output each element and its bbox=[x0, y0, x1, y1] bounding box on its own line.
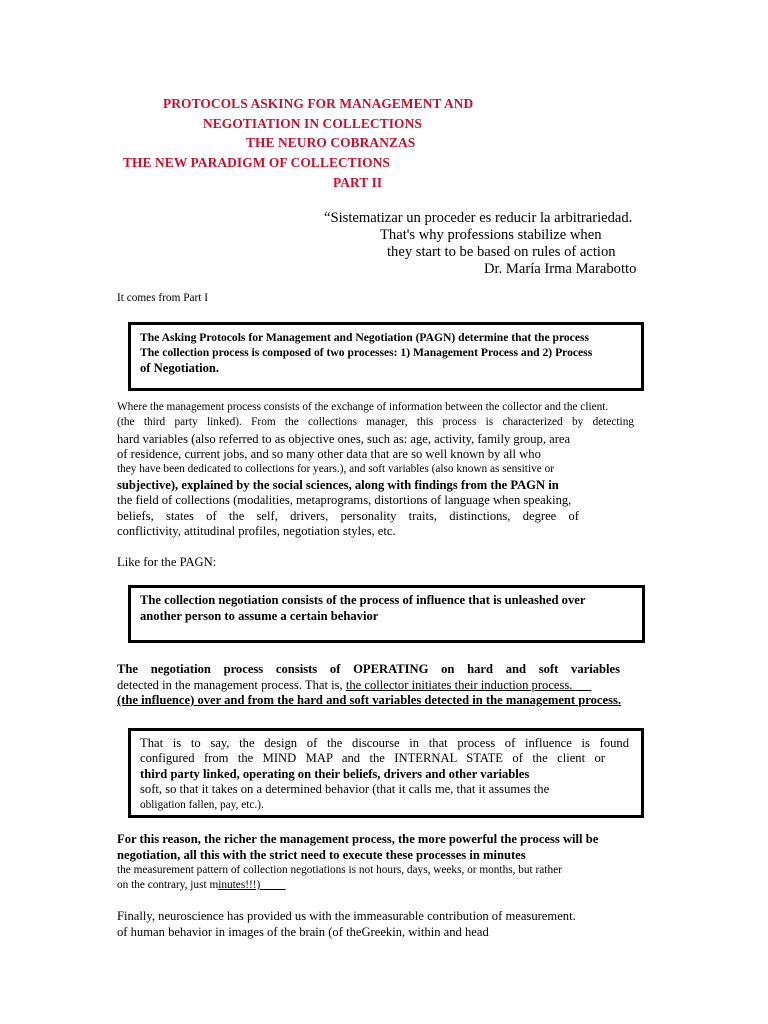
box3-line-1: That is to say, the design of the discourse in that process of influence is found bbox=[140, 736, 629, 750]
title-line-3: THE NEURO COBRANZAS bbox=[246, 135, 416, 150]
box1-line-3: of Negotiation. bbox=[140, 361, 220, 375]
quote-line-3: they start to be based on rules of action bbox=[387, 244, 616, 260]
para3-line-1: For this reason, the richer the management process, the more powerful the process will be bbox=[117, 832, 599, 846]
para3-line-2: negotiation, all this with the strict need to execute these processes in minutes bbox=[117, 848, 526, 862]
para1-line-8: beliefs, states of the self, drivers, personality traits, distinctions, degree of bbox=[117, 509, 579, 523]
box3-line-5: obligation fallen, pay, etc.). bbox=[140, 799, 264, 811]
para2-line-2b: the collector initiates their induction process. bbox=[345, 678, 592, 692]
para2-line-1: The negotiation process consists of OPERATING on hard and soft variables bbox=[117, 662, 620, 676]
box2-line-2: another person to assume a certain behavior bbox=[140, 609, 379, 623]
quote-author: Dr. María Irma Marabotto bbox=[484, 261, 637, 277]
box3-line-3: third party linked, operating on their beliefs, drivers and other variables bbox=[140, 767, 530, 781]
para1-line-6: subjective), explained by the social sciences, along with findings from the PAGN in bbox=[117, 478, 559, 492]
para2-line-2a: detected in the management process. That is, bbox=[117, 678, 346, 692]
title-line-1: PROTOCOLS ASKING FOR MANAGEMENT AND bbox=[163, 96, 474, 111]
para4-line-2: of human behavior in images of the brain (of theGreekin, within and head bbox=[117, 925, 489, 939]
box3-line-2: configured from the MIND MAP and the INTERNAL STATE of the client or bbox=[140, 751, 605, 765]
para1-line-2: (the third party linked). From the collections manager, this process is characterized by detecting bbox=[117, 416, 634, 428]
para1-line-9: conflictivity, attitudinal profiles, negotiation styles, etc. bbox=[117, 524, 396, 538]
para3-line-3: the measurement pattern of collection negotiations is not hours, days, weeks, or months, but rather bbox=[117, 864, 562, 876]
para1-line-7: the field of collections (modalities, metaprograms, distortions of language when speaking, bbox=[117, 493, 572, 507]
para4-line-1: Finally, neuroscience has provided us with the immeasurable contribution of measurement. bbox=[117, 909, 576, 923]
intro-text: It comes from Part I bbox=[117, 292, 208, 304]
box1-line-2: The collection process is composed of two processes: 1) Management Process and 2) Process bbox=[140, 346, 593, 359]
para1-line-3: hard variables (also referred to as objective ones, such as: age, activity, family group, area bbox=[117, 432, 571, 446]
para2-line-3: (the influence) over and from the hard and soft variables detected in the management process. bbox=[117, 693, 622, 707]
like-pagn-text: Like for the PAGN: bbox=[117, 555, 217, 569]
title-line-2: NEGOTIATION IN COLLECTIONS bbox=[203, 116, 422, 131]
box2-line-1: The collection negotiation consists of the process of influence that is unleashed over bbox=[140, 593, 586, 607]
para3-line-4a: on the contrary, just m bbox=[117, 879, 219, 891]
para1-line-1: Where the management process consists of the exchange of information between the collector and the client. bbox=[117, 401, 609, 413]
title-line-5: PART II bbox=[333, 175, 383, 190]
para1-line-5: they have been dedicated to collections for years.), and soft variables (also known as sensitive or bbox=[117, 463, 554, 475]
box3-line-4: soft, so that it takes on a determined behavior (that it calls me, that it assumes the bbox=[140, 782, 550, 796]
para1-line-4: of residence, current jobs, and so many other data that are so well known by all who bbox=[117, 447, 541, 461]
para3-line-4b: inutes!!!) bbox=[218, 879, 286, 891]
box1-line-1: The Asking Protocols for Management and Negotiation (PAGN) determine that the process bbox=[140, 331, 590, 344]
para2-line-2 bbox=[117, 678, 591, 694]
quote-line-2: That's why professions stabilize when bbox=[380, 227, 602, 243]
quote-line-1: “Sistematizar un proceder es reducir la arbitrariedad. bbox=[324, 210, 633, 226]
title-line-4: THE NEW PARADIGM OF COLLECTIONS bbox=[123, 155, 390, 170]
para3-line-4 bbox=[117, 879, 286, 891]
